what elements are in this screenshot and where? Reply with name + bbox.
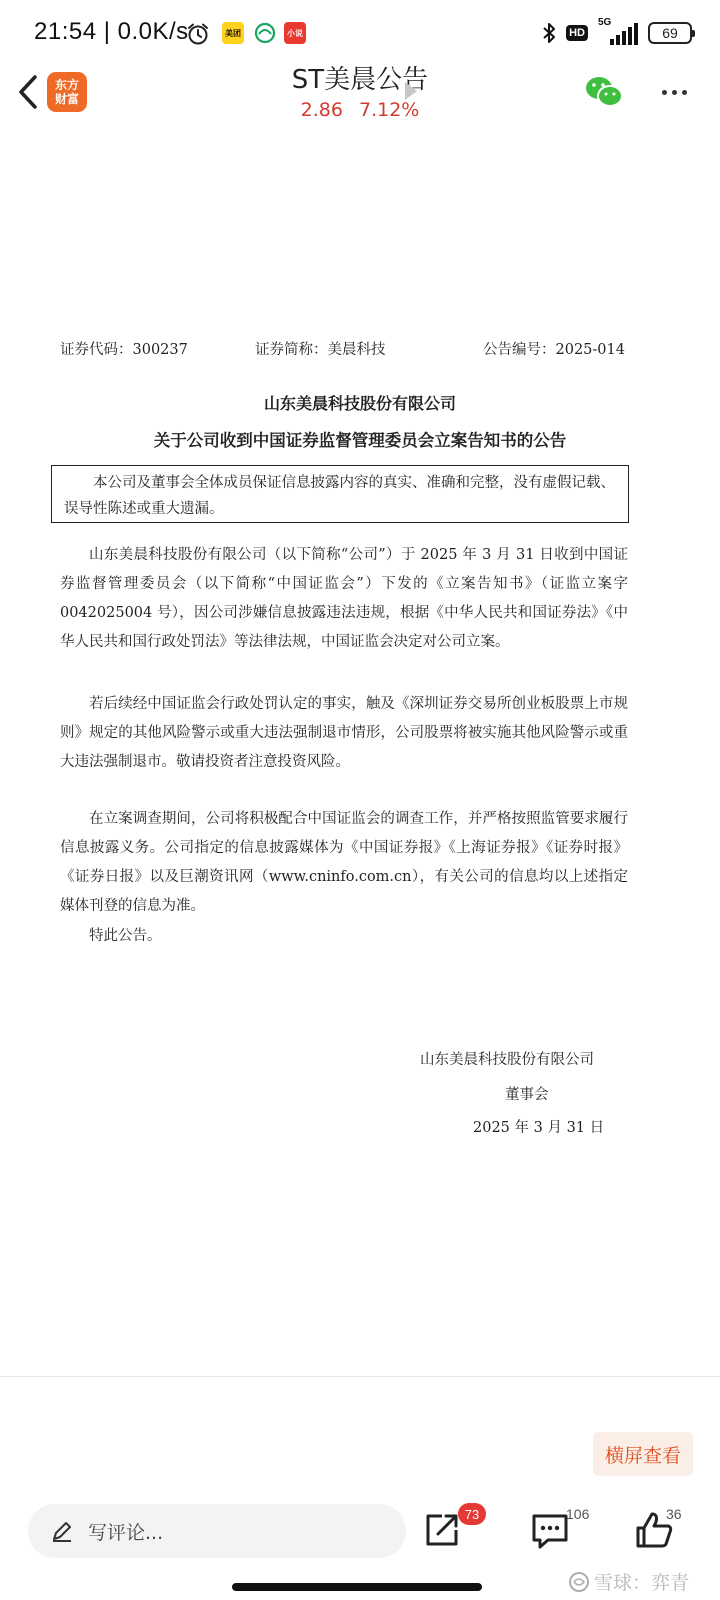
paragraph-4: 特此公告。 [89, 928, 162, 944]
signature-company: 山东美晨科技股份有限公司 [420, 1052, 594, 1068]
logo-line2: 财富 [54, 92, 79, 106]
bluetooth-icon [542, 22, 556, 44]
announcement-title: 关于公司收到中国证券监督管理委员会立案告知书的公告 [153, 431, 567, 450]
status-bar [0, 0, 720, 64]
book-app-icon: 小说 [284, 22, 306, 44]
disclaimer-box: 本公司及董事会全体成员保证信息披露内容的真实、准确和完整，没有虚假记载、误导性陈述或重大遗漏。 [51, 465, 629, 523]
meituan-icon: 美团 [222, 22, 244, 44]
stock-change: 7.12% [359, 99, 420, 121]
comment-input[interactable] [28, 1504, 406, 1558]
paragraph-2: 若后续经中国证监会行政处罚认定的事实，触及《深圳证券交易所创业板股票上市规则》规定的其他风险警示或重大违法强制退市情形，公司股票将被实施其他风险警示或重大违法强制退市。敬请投资者注意投资风险。 [60, 696, 628, 770]
hd-badge: HD [566, 25, 588, 41]
status-separator: | [103, 18, 111, 45]
logo-line1: 东方 [54, 78, 79, 92]
status-right [542, 17, 692, 46]
page-title: ST美晨公告 [291, 65, 429, 95]
more-options-button[interactable] [654, 74, 694, 110]
comment-placeholder: 写评论... [88, 1521, 164, 1544]
comment-count: 106 [566, 1506, 590, 1522]
watermark-text: 雪球：弈青 [594, 1572, 690, 1594]
signature-board: 董事会 [505, 1087, 549, 1103]
signature-date: 2025 年 3 月 31 日 [473, 1120, 605, 1136]
alarm-icon [186, 22, 210, 46]
header [0, 64, 720, 128]
play-arrow-icon[interactable] [405, 82, 417, 100]
status-time: 21:54 [34, 18, 97, 45]
status-time-speed [34, 18, 189, 46]
battery-level: 69 [662, 25, 678, 41]
signal-icon [598, 17, 638, 45]
paragraph-3: 在立案调查期间，公司将积极配合中国证监会的调查工作，并严格按照监管要求履行信息披露义务。公司指定的信息披露媒体为《中国证券报》《上海证券报》《证券时报》《证券日报》以及巨潮资讯网（www.cninfo.com.cn），有关公司的信息均以上述指定媒体刊登的信息为准。 [60, 811, 628, 914]
stock-abbr: 证券简称：美晨科技 [255, 342, 386, 358]
battery-icon [648, 22, 692, 44]
network-type: 5G [598, 17, 612, 28]
stock-price: 2.86 [300, 99, 343, 121]
like-count: 36 [666, 1506, 682, 1522]
pen-icon [50, 1519, 74, 1543]
paragraph-1: 山东美晨科技股份有限公司（以下简称“公司”）于 2025 年 3 月 31 日收到中国证券监督管理委员会（以下简称“中国证监会”）下发的《立案告知书》（证监立案字 0042025004 号），因公司涉嫌信息披露违法违规，根据《中华人民共和国证券法》《中华人民共和国行政处罚法》等法律法规，中国证监会决定对公司立案。 [60, 547, 628, 650]
watermark [568, 1568, 689, 1595]
network-speed: 0.0K/s [117, 18, 189, 45]
snowball-logo-icon [568, 1571, 590, 1593]
announcement-document [0, 128, 720, 1376]
landscape-view-button[interactable]: 横屏查看 [593, 1432, 693, 1476]
china-mobile-icon [254, 22, 276, 44]
home-indicator[interactable] [232, 1583, 482, 1591]
wechat-icon[interactable] [584, 74, 624, 110]
share-count-badge: 73 [458, 1503, 486, 1525]
stock-code: 证券代码：300237 [60, 342, 188, 358]
company-name: 山东美晨科技股份有限公司 [263, 394, 456, 413]
divider [0, 1376, 720, 1377]
announcement-number: 公告编号：2025-014 [483, 342, 625, 358]
